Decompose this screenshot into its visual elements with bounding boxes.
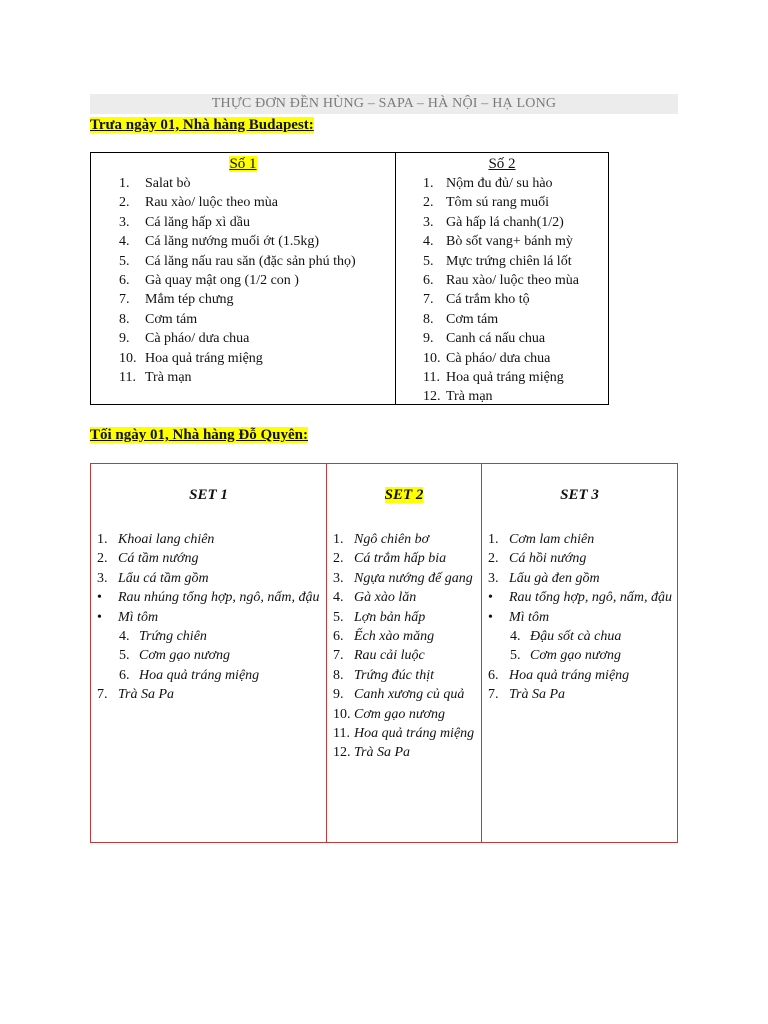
menu-item-text: Ngựa nướng đế gang [354,570,473,586]
item-number: 5. [119,253,130,269]
item-number: 5. [333,609,344,625]
item-number: 9. [119,331,130,347]
menu-item [488,608,677,627]
menu-item-text: Canh cá nấu chua [446,331,546,347]
item-number: 1. [97,532,108,547]
item-number: 1. [488,532,499,547]
dinner-set1-column [91,464,327,842]
item-number: 5. [423,253,434,269]
set3-list [482,530,677,705]
menu-item-text: Lẩu gà đen gồm [509,570,600,586]
set3-header-text: SET 3 [560,487,599,503]
menu-item [488,646,677,665]
item-number: 3. [488,570,499,586]
menu-item [488,569,677,588]
menu-item-text: Cơm tám [145,311,198,327]
menu-item-text: Trứng chiên [139,629,207,645]
menu-item [488,666,677,685]
menu-item-text: Lẩu cá tầm gồm [118,570,209,586]
menu-item [423,174,608,193]
menu-item-text: Cơm gạo nương [139,648,231,664]
item-number: 2. [119,195,130,211]
lunch-column-so1 [91,153,396,404]
dinner-menu-table [90,463,678,843]
menu-item-text: Hoa quả tráng miệng [509,667,630,683]
item-number: 10. [423,350,441,366]
item-number: 6. [119,667,130,683]
menu-item [333,549,481,568]
menu-item-text: Mực trứng chiên lá lốt [446,253,572,269]
item-number: 3. [333,570,344,586]
lunch-col2-list [396,174,608,407]
menu-item [423,329,608,348]
item-number: 6. [333,629,344,645]
menu-item-text: Hoa quả tráng miệng [139,667,260,683]
menu-item-text: Cá lăng hấp xì dầu [145,214,250,230]
menu-item [97,627,326,646]
lunch-column-so2 [396,153,608,404]
set3-header [482,486,677,504]
item-number: 4. [423,234,434,250]
item-number: 12. [333,745,351,761]
menu-item [119,290,395,309]
menu-item [97,569,326,588]
menu-item-text: Mì tôm [118,609,159,625]
set1-header [91,486,326,504]
menu-item [119,329,395,348]
menu-item-text: Mì tôm [509,609,550,625]
menu-item-text: Cơm gạo nương [530,648,622,664]
dinner-heading-text: Tối ngày 01, Nhà hàng Đỗ Quyên: [90,427,308,443]
lunch-col2-header-text: Số 2 [488,156,516,172]
menu-item [423,271,608,290]
bullet-marker: • [488,590,493,606]
menu-item [119,213,395,232]
menu-item-text: Rau xào/ luộc theo mùa [446,273,579,289]
menu-item-text: Trứng đúc thịt [354,667,434,683]
menu-item [488,685,677,704]
set2-list [327,530,481,763]
menu-item-text: Nộm đu đủ/ su hào [446,176,553,191]
item-number: 4. [510,629,521,645]
menu-item [119,252,395,271]
document-title: THỰC ĐƠN ĐỀN HÙNG – SAPA – HÀ NỘI – HẠ LONG [90,94,678,114]
menu-item [333,743,481,762]
menu-item [97,588,326,607]
set2-header [327,486,481,504]
item-number: 1. [333,532,344,547]
item-number: 5. [510,648,521,664]
menu-item-text: Đậu sốt cà chua [530,629,622,645]
menu-item [333,608,481,627]
item-number: 2. [423,195,434,211]
menu-item-text: Bò sốt vang+ bánh mỳ [446,234,573,250]
dinner-set3-column [482,464,677,842]
item-number: 7. [97,687,108,703]
item-number: 7. [333,648,344,664]
menu-item [119,271,395,290]
lunch-column-header [91,155,395,174]
item-number: 1. [119,176,130,191]
bullet-marker: • [488,609,493,625]
menu-item-text: Cá lăng nấu rau săn (đặc sản phú thọ) [145,253,356,269]
menu-item-text: Cơm gạo nương [354,706,446,722]
item-number: 2. [97,551,108,567]
menu-item [119,232,395,251]
menu-item [333,646,481,665]
menu-item-text: Trà Sa Pa [354,745,411,761]
item-number: 9. [423,331,434,347]
menu-item-text: Cá hồi nướng [509,551,587,567]
set2-header-text: SET 2 [384,487,424,503]
lunch-heading [90,116,314,134]
item-number: 6. [423,273,434,289]
menu-item [423,349,608,368]
menu-item [423,252,608,271]
menu-item-text: Cá trắm kho tộ [446,292,530,308]
menu-item [423,290,608,309]
bullet-marker: • [97,609,102,625]
menu-item-text: Rau xào/ luộc theo mùa [145,195,278,211]
menu-item [97,530,326,549]
menu-item [423,310,608,329]
menu-item [333,685,481,704]
item-number: 7. [119,292,130,308]
item-number: 4. [119,234,130,250]
bullet-marker: • [97,590,102,606]
set1-header-text: SET 1 [189,487,228,503]
menu-item [333,705,481,724]
item-number: 4. [119,629,130,645]
dinner-heading [90,426,308,444]
item-number: 2. [333,551,344,567]
menu-item [119,174,395,193]
menu-item [488,627,677,646]
lunch-col1-header-text: Số 1 [229,156,257,172]
item-number: 10. [119,350,137,366]
menu-item [333,627,481,646]
menu-item-text: Cơm tám [446,311,499,327]
menu-item-text: Cá trắm hấp bia [354,551,447,567]
menu-item-text: Ếch xào măng [354,629,435,645]
menu-item-text: Cà pháo/ dưa chua [446,350,551,366]
menu-item [333,588,481,607]
item-number: 3. [423,214,434,230]
dinner-set2-column [327,464,482,842]
menu-item-text: Cá tầm nướng [118,551,199,567]
item-number: 3. [97,570,108,586]
item-number: 11. [119,370,136,386]
menu-item [423,232,608,251]
lunch-column-header [396,155,608,174]
item-number: 6. [119,273,130,289]
item-number: 8. [423,311,434,327]
menu-item [333,530,481,549]
menu-item [97,549,326,568]
menu-item-text: Trà mạn [446,389,493,405]
menu-item-text: Trà mạn [145,370,192,386]
menu-item [333,569,481,588]
menu-item [333,666,481,685]
menu-item-text: Cà pháo/ dưa chua [145,331,250,347]
menu-item-text: Khoai lang chiên [118,532,215,547]
menu-item [97,685,326,704]
item-number: 8. [333,667,344,683]
menu-item-text: Lợn bản hấp [354,609,426,625]
item-number: 11. [423,370,440,386]
menu-item [119,193,395,212]
menu-item [97,608,326,627]
item-number: 8. [119,311,130,327]
menu-item [119,310,395,329]
menu-item-text: Cá lăng nướng muối ớt (1.5kg) [145,234,320,250]
menu-item-text: Hoa quả tráng miệng [354,726,475,742]
menu-item-text: Hoa quả tráng miệng [145,350,263,366]
menu-item-text: Gà hấp lá chanh(1/2) [446,214,564,230]
menu-item-text: Trà Sa Pa [509,687,566,703]
lunch-heading-text: Trưa ngày 01, Nhà hàng Budapest: [90,117,314,133]
menu-item [119,349,395,368]
menu-item [97,666,326,685]
menu-item-text: Rau cải luộc [354,648,425,664]
menu-item-text: Trà Sa Pa [118,687,175,703]
item-number: 11. [333,726,350,742]
menu-item-text: Rau tổng hợp, ngô, nấm, đậu [509,590,673,606]
menu-item [488,530,677,549]
menu-item-text: Gà xào lăn [354,590,417,606]
menu-item-text: Hoa quả tráng miệng [446,370,564,386]
item-number: 10. [333,706,351,722]
menu-item [423,193,608,212]
menu-item-text: Mắm tép chưng [145,292,234,308]
menu-item-text: Tôm sú rang muối [446,195,550,211]
menu-item-text: Ngô chiên bơ [354,532,430,547]
item-number: 1. [423,176,434,191]
menu-item-text: Rau nhúng tổng hợp, ngô, nấm, đậu [118,590,320,606]
item-number: 4. [333,590,344,606]
menu-item [488,549,677,568]
item-number: 12. [423,389,441,405]
menu-item [423,213,608,232]
menu-item-text: Cơm lam chiên [509,532,595,547]
lunch-menu-table [90,152,609,405]
item-number: 9. [333,687,344,703]
menu-item-text: Gà quay mật ong (1/2 con ) [145,273,299,289]
item-number: 7. [423,292,434,308]
menu-item-text: Canh xương củ quả [354,687,465,703]
item-number: 5. [119,648,130,664]
item-number: 7. [488,687,499,703]
lunch-col1-list [91,174,395,387]
menu-item-text: Salat bò [145,176,191,191]
item-number: 2. [488,551,499,567]
menu-item [423,368,608,387]
menu-item [333,724,481,743]
set1-list [91,530,326,705]
menu-item [97,646,326,665]
item-number: 3. [119,214,130,230]
menu-item [423,387,608,406]
item-number: 6. [488,667,499,683]
menu-item [488,588,677,607]
menu-item [119,368,395,387]
